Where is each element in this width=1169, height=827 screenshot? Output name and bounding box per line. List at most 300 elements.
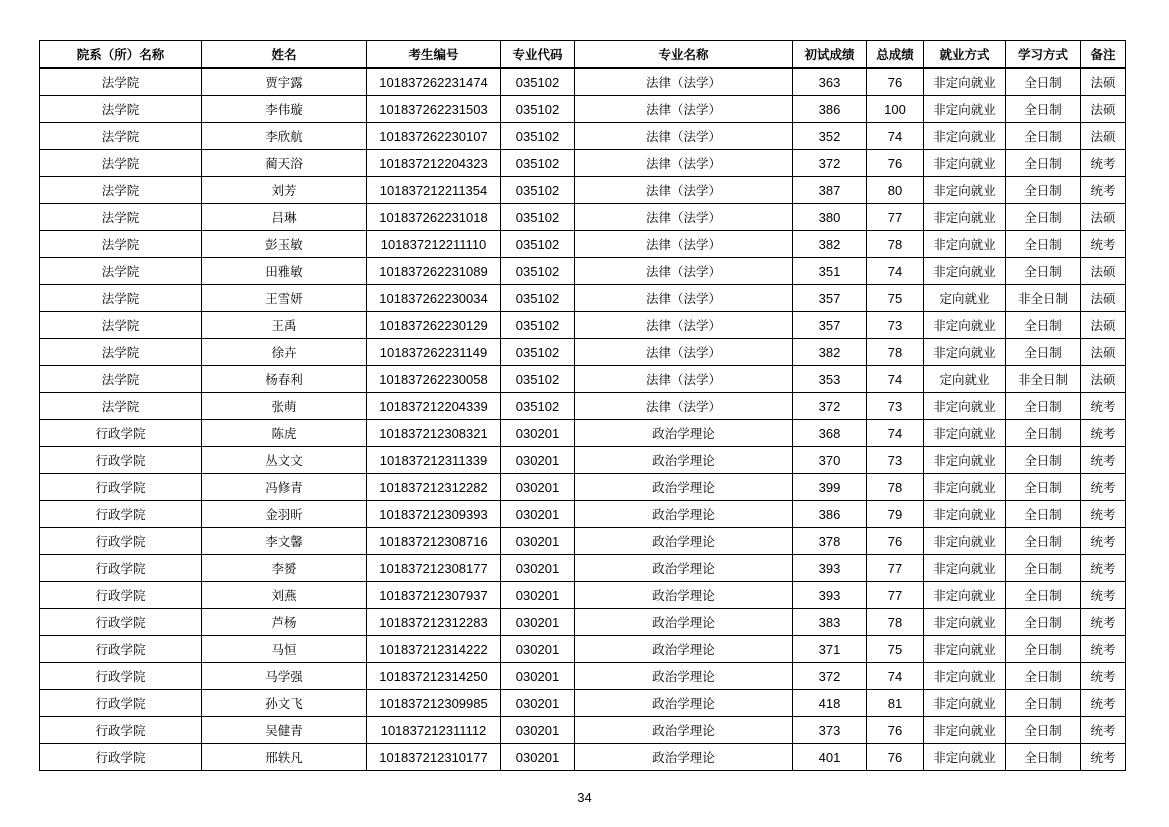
cell-remark: 统考 [1081, 231, 1126, 258]
column-header-candidate-id: 考生编号 [367, 41, 501, 69]
cell-candidate-id: 101837212308177 [367, 555, 501, 582]
cell-major-name: 法律（法学） [575, 231, 793, 258]
cell-study-mode: 全日制 [1006, 312, 1081, 339]
cell-name: 王雪妍 [202, 285, 367, 312]
cell-major-code: 030201 [501, 744, 575, 771]
cell-total-score: 78 [867, 474, 924, 501]
cell-department: 行政学院 [40, 582, 202, 609]
cell-study-mode: 全日制 [1006, 744, 1081, 771]
cell-major-name: 政治学理论 [575, 420, 793, 447]
table-row [40, 231, 1126, 258]
cell-remark: 统考 [1081, 528, 1126, 555]
cell-prelim-score: 393 [793, 555, 867, 582]
cell-prelim-score: 378 [793, 528, 867, 555]
cell-remark: 统考 [1081, 609, 1126, 636]
cell-candidate-id: 101837212307937 [367, 582, 501, 609]
cell-department: 法学院 [40, 68, 202, 96]
cell-prelim-score: 368 [793, 420, 867, 447]
cell-prelim-score: 372 [793, 150, 867, 177]
cell-candidate-id: 101837212211110 [367, 231, 501, 258]
table-row [40, 663, 1126, 690]
cell-employment-type: 非定向就业 [924, 447, 1006, 474]
table-body [40, 68, 1126, 771]
cell-remark: 法硕 [1081, 204, 1126, 231]
cell-study-mode: 全日制 [1006, 582, 1081, 609]
cell-remark: 法硕 [1081, 123, 1126, 150]
cell-employment-type: 非定向就业 [924, 528, 1006, 555]
cell-major-code: 035102 [501, 366, 575, 393]
cell-name: 邢轶凡 [202, 744, 367, 771]
cell-employment-type: 非定向就业 [924, 501, 1006, 528]
cell-major-name: 法律（法学） [575, 204, 793, 231]
cell-study-mode: 全日制 [1006, 636, 1081, 663]
cell-candidate-id: 101837212312282 [367, 474, 501, 501]
table-row [40, 366, 1126, 393]
cell-major-code: 035102 [501, 285, 575, 312]
cell-remark: 统考 [1081, 447, 1126, 474]
cell-major-code: 030201 [501, 555, 575, 582]
cell-candidate-id: 101837262231018 [367, 204, 501, 231]
cell-remark: 统考 [1081, 393, 1126, 420]
cell-total-score: 73 [867, 393, 924, 420]
cell-major-name: 政治学理论 [575, 744, 793, 771]
cell-remark: 统考 [1081, 474, 1126, 501]
cell-total-score: 80 [867, 177, 924, 204]
cell-total-score: 81 [867, 690, 924, 717]
cell-department: 行政学院 [40, 609, 202, 636]
cell-prelim-score: 353 [793, 366, 867, 393]
cell-prelim-score: 363 [793, 68, 867, 96]
cell-prelim-score: 418 [793, 690, 867, 717]
cell-name: 彭玉敏 [202, 231, 367, 258]
cell-candidate-id: 101837212308321 [367, 420, 501, 447]
cell-total-score: 74 [867, 123, 924, 150]
column-header-major-code: 专业代码 [501, 41, 575, 69]
cell-study-mode: 非全日制 [1006, 285, 1081, 312]
cell-study-mode: 全日制 [1006, 150, 1081, 177]
cell-major-code: 035102 [501, 68, 575, 96]
cell-employment-type: 非定向就业 [924, 150, 1006, 177]
cell-name: 杨春利 [202, 366, 367, 393]
cell-employment-type: 非定向就业 [924, 123, 1006, 150]
cell-department: 法学院 [40, 204, 202, 231]
cell-major-code: 030201 [501, 420, 575, 447]
column-header-prelim-score: 初试成绩 [793, 41, 867, 69]
table-row [40, 555, 1126, 582]
cell-employment-type: 定向就业 [924, 366, 1006, 393]
cell-total-score: 77 [867, 204, 924, 231]
cell-study-mode: 全日制 [1006, 447, 1081, 474]
cell-major-code: 035102 [501, 312, 575, 339]
page-number: 34 [577, 790, 592, 805]
cell-name: 贾宇露 [202, 68, 367, 96]
cell-prelim-score: 382 [793, 231, 867, 258]
cell-total-score: 74 [867, 420, 924, 447]
cell-candidate-id: 101837212204339 [367, 393, 501, 420]
cell-total-score: 73 [867, 312, 924, 339]
cell-major-code: 030201 [501, 609, 575, 636]
cell-name: 冯修青 [202, 474, 367, 501]
table-row [40, 420, 1126, 447]
cell-study-mode: 全日制 [1006, 663, 1081, 690]
cell-employment-type: 非定向就业 [924, 68, 1006, 96]
cell-candidate-id: 101837262230034 [367, 285, 501, 312]
cell-department: 法学院 [40, 258, 202, 285]
column-header-total-score: 总成绩 [867, 41, 924, 69]
table-row [40, 501, 1126, 528]
cell-study-mode: 全日制 [1006, 474, 1081, 501]
cell-major-code: 030201 [501, 447, 575, 474]
table-row [40, 690, 1126, 717]
cell-remark: 法硕 [1081, 285, 1126, 312]
cell-department: 行政学院 [40, 447, 202, 474]
cell-study-mode: 全日制 [1006, 177, 1081, 204]
cell-employment-type: 非定向就业 [924, 663, 1006, 690]
cell-total-score: 76 [867, 150, 924, 177]
cell-remark: 法硕 [1081, 96, 1126, 123]
cell-employment-type: 非定向就业 [924, 339, 1006, 366]
cell-prelim-score: 393 [793, 582, 867, 609]
column-header-department: 院系（所）名称 [40, 41, 202, 69]
cell-prelim-score: 401 [793, 744, 867, 771]
cell-study-mode: 全日制 [1006, 68, 1081, 96]
cell-department: 法学院 [40, 177, 202, 204]
cell-major-code: 035102 [501, 96, 575, 123]
cell-candidate-id: 101837262231474 [367, 68, 501, 96]
table-row [40, 68, 1126, 96]
cell-prelim-score: 386 [793, 96, 867, 123]
cell-name: 马恒 [202, 636, 367, 663]
cell-remark: 统考 [1081, 690, 1126, 717]
cell-remark: 法硕 [1081, 68, 1126, 96]
cell-major-code: 030201 [501, 663, 575, 690]
table-row [40, 204, 1126, 231]
cell-candidate-id: 101837212309393 [367, 501, 501, 528]
cell-department: 法学院 [40, 96, 202, 123]
cell-total-score: 77 [867, 555, 924, 582]
cell-candidate-id: 101837262231503 [367, 96, 501, 123]
table-row [40, 474, 1126, 501]
cell-study-mode: 全日制 [1006, 204, 1081, 231]
cell-prelim-score: 372 [793, 393, 867, 420]
cell-remark: 统考 [1081, 555, 1126, 582]
cell-remark: 统考 [1081, 744, 1126, 771]
cell-name: 孙文飞 [202, 690, 367, 717]
cell-major-name: 法律（法学） [575, 285, 793, 312]
cell-remark: 统考 [1081, 717, 1126, 744]
admission-list-table [39, 40, 1126, 771]
cell-employment-type: 非定向就业 [924, 204, 1006, 231]
cell-prelim-score: 399 [793, 474, 867, 501]
cell-study-mode: 全日制 [1006, 420, 1081, 447]
column-header-name: 姓名 [202, 41, 367, 69]
cell-name: 刘燕 [202, 582, 367, 609]
cell-name: 王禹 [202, 312, 367, 339]
cell-department: 法学院 [40, 150, 202, 177]
cell-department: 行政学院 [40, 744, 202, 771]
cell-department: 法学院 [40, 123, 202, 150]
table-row [40, 393, 1126, 420]
cell-major-code: 035102 [501, 339, 575, 366]
cell-department: 法学院 [40, 339, 202, 366]
cell-major-name: 法律（法学） [575, 68, 793, 96]
table-row [40, 636, 1126, 663]
cell-name: 吕琳 [202, 204, 367, 231]
cell-candidate-id: 101837212211354 [367, 177, 501, 204]
cell-study-mode: 全日制 [1006, 528, 1081, 555]
cell-major-code: 030201 [501, 582, 575, 609]
cell-major-code: 030201 [501, 717, 575, 744]
table-row [40, 528, 1126, 555]
cell-prelim-score: 370 [793, 447, 867, 474]
cell-total-score: 74 [867, 663, 924, 690]
cell-study-mode: 全日制 [1006, 609, 1081, 636]
cell-major-code: 030201 [501, 528, 575, 555]
table-row [40, 609, 1126, 636]
cell-department: 行政学院 [40, 474, 202, 501]
cell-candidate-id: 101837262231149 [367, 339, 501, 366]
cell-prelim-score: 387 [793, 177, 867, 204]
cell-prelim-score: 352 [793, 123, 867, 150]
cell-employment-type: 非定向就业 [924, 231, 1006, 258]
cell-study-mode: 全日制 [1006, 123, 1081, 150]
cell-study-mode: 全日制 [1006, 555, 1081, 582]
cell-department: 法学院 [40, 285, 202, 312]
cell-major-name: 法律（法学） [575, 366, 793, 393]
cell-employment-type: 非定向就业 [924, 609, 1006, 636]
cell-study-mode: 全日制 [1006, 690, 1081, 717]
cell-employment-type: 非定向就业 [924, 555, 1006, 582]
cell-major-name: 法律（法学） [575, 339, 793, 366]
cell-candidate-id: 101837212312283 [367, 609, 501, 636]
cell-prelim-score: 357 [793, 312, 867, 339]
cell-total-score: 76 [867, 744, 924, 771]
header-row [40, 41, 1126, 69]
cell-candidate-id: 101837262231089 [367, 258, 501, 285]
cell-employment-type: 非定向就业 [924, 582, 1006, 609]
column-header-remark: 备注 [1081, 41, 1126, 69]
cell-major-name: 政治学理论 [575, 501, 793, 528]
cell-candidate-id: 101837212308716 [367, 528, 501, 555]
cell-candidate-id: 101837262230129 [367, 312, 501, 339]
cell-candidate-id: 101837212311339 [367, 447, 501, 474]
cell-total-score: 74 [867, 366, 924, 393]
cell-major-code: 030201 [501, 501, 575, 528]
cell-prelim-score: 371 [793, 636, 867, 663]
cell-name: 芦杨 [202, 609, 367, 636]
cell-remark: 统考 [1081, 150, 1126, 177]
cell-total-score: 78 [867, 231, 924, 258]
cell-major-name: 政治学理论 [575, 582, 793, 609]
cell-name: 李伟璇 [202, 96, 367, 123]
cell-remark: 法硕 [1081, 366, 1126, 393]
cell-candidate-id: 101837212204323 [367, 150, 501, 177]
cell-major-name: 政治学理论 [575, 555, 793, 582]
cell-name: 金羽昕 [202, 501, 367, 528]
cell-study-mode: 全日制 [1006, 393, 1081, 420]
table-row [40, 744, 1126, 771]
cell-name: 李欣航 [202, 123, 367, 150]
cell-major-name: 法律（法学） [575, 123, 793, 150]
cell-department: 法学院 [40, 312, 202, 339]
cell-department: 法学院 [40, 393, 202, 420]
cell-study-mode: 全日制 [1006, 501, 1081, 528]
cell-remark: 统考 [1081, 177, 1126, 204]
cell-major-code: 030201 [501, 690, 575, 717]
cell-employment-type: 非定向就业 [924, 312, 1006, 339]
table-row [40, 339, 1126, 366]
cell-department: 行政学院 [40, 636, 202, 663]
cell-employment-type: 非定向就业 [924, 474, 1006, 501]
column-header-major-name: 专业名称 [575, 41, 793, 69]
cell-remark: 统考 [1081, 663, 1126, 690]
table-row [40, 123, 1126, 150]
column-header-study-mode: 学习方式 [1006, 41, 1081, 69]
cell-major-name: 政治学理论 [575, 474, 793, 501]
cell-employment-type: 非定向就业 [924, 420, 1006, 447]
cell-prelim-score: 380 [793, 204, 867, 231]
cell-major-name: 法律（法学） [575, 393, 793, 420]
cell-department: 法学院 [40, 366, 202, 393]
cell-department: 行政学院 [40, 717, 202, 744]
cell-name: 李文馨 [202, 528, 367, 555]
cell-name: 马学强 [202, 663, 367, 690]
cell-employment-type: 非定向就业 [924, 690, 1006, 717]
cell-total-score: 74 [867, 258, 924, 285]
cell-employment-type: 非定向就业 [924, 96, 1006, 123]
cell-major-name: 法律（法学） [575, 312, 793, 339]
cell-remark: 统考 [1081, 582, 1126, 609]
cell-employment-type: 非定向就业 [924, 744, 1006, 771]
cell-candidate-id: 101837262230058 [367, 366, 501, 393]
cell-remark: 统考 [1081, 501, 1126, 528]
cell-major-code: 035102 [501, 231, 575, 258]
cell-candidate-id: 101837212309985 [367, 690, 501, 717]
cell-employment-type: 非定向就业 [924, 717, 1006, 744]
cell-major-name: 法律（法学） [575, 177, 793, 204]
cell-name: 吴健青 [202, 717, 367, 744]
table-row [40, 582, 1126, 609]
cell-department: 行政学院 [40, 663, 202, 690]
cell-candidate-id: 101837212314222 [367, 636, 501, 663]
cell-employment-type: 定向就业 [924, 285, 1006, 312]
cell-department: 行政学院 [40, 690, 202, 717]
cell-department: 行政学院 [40, 501, 202, 528]
table-row [40, 717, 1126, 744]
table-row [40, 150, 1126, 177]
column-header-employment-type: 就业方式 [924, 41, 1006, 69]
cell-name: 田雅敏 [202, 258, 367, 285]
cell-major-code: 035102 [501, 393, 575, 420]
cell-major-name: 法律（法学） [575, 150, 793, 177]
cell-name: 刘芳 [202, 177, 367, 204]
cell-study-mode: 非全日制 [1006, 366, 1081, 393]
cell-remark: 法硕 [1081, 258, 1126, 285]
cell-department: 法学院 [40, 231, 202, 258]
cell-major-code: 030201 [501, 474, 575, 501]
cell-remark: 统考 [1081, 420, 1126, 447]
cell-total-score: 77 [867, 582, 924, 609]
cell-employment-type: 非定向就业 [924, 258, 1006, 285]
cell-total-score: 79 [867, 501, 924, 528]
cell-name: 丛文文 [202, 447, 367, 474]
cell-major-name: 政治学理论 [575, 528, 793, 555]
cell-total-score: 76 [867, 68, 924, 96]
cell-total-score: 78 [867, 609, 924, 636]
cell-total-score: 76 [867, 717, 924, 744]
cell-major-code: 035102 [501, 177, 575, 204]
cell-prelim-score: 382 [793, 339, 867, 366]
cell-employment-type: 非定向就业 [924, 177, 1006, 204]
cell-candidate-id: 101837262230107 [367, 123, 501, 150]
cell-major-name: 法律（法学） [575, 96, 793, 123]
cell-total-score: 100 [867, 96, 924, 123]
cell-total-score: 76 [867, 528, 924, 555]
cell-prelim-score: 373 [793, 717, 867, 744]
cell-prelim-score: 357 [793, 285, 867, 312]
cell-major-name: 法律（法学） [575, 258, 793, 285]
table-row [40, 258, 1126, 285]
cell-employment-type: 非定向就业 [924, 636, 1006, 663]
cell-candidate-id: 101837212314250 [367, 663, 501, 690]
cell-study-mode: 全日制 [1006, 339, 1081, 366]
cell-prelim-score: 383 [793, 609, 867, 636]
cell-remark: 法硕 [1081, 339, 1126, 366]
cell-department: 行政学院 [40, 420, 202, 447]
cell-major-code: 035102 [501, 123, 575, 150]
cell-remark: 统考 [1081, 636, 1126, 663]
cell-prelim-score: 351 [793, 258, 867, 285]
table-row [40, 285, 1126, 312]
cell-major-name: 政治学理论 [575, 663, 793, 690]
cell-candidate-id: 101837212310177 [367, 744, 501, 771]
cell-name: 张萌 [202, 393, 367, 420]
cell-department: 行政学院 [40, 528, 202, 555]
cell-total-score: 73 [867, 447, 924, 474]
table-header [40, 41, 1126, 69]
cell-study-mode: 全日制 [1006, 96, 1081, 123]
cell-department: 行政学院 [40, 555, 202, 582]
cell-remark: 法硕 [1081, 312, 1126, 339]
cell-total-score: 75 [867, 285, 924, 312]
cell-employment-type: 非定向就业 [924, 393, 1006, 420]
table-row [40, 177, 1126, 204]
cell-name: 蔺天浴 [202, 150, 367, 177]
table-row [40, 312, 1126, 339]
cell-name: 李赟 [202, 555, 367, 582]
cell-prelim-score: 386 [793, 501, 867, 528]
cell-study-mode: 全日制 [1006, 258, 1081, 285]
cell-major-name: 政治学理论 [575, 717, 793, 744]
cell-candidate-id: 101837212311112 [367, 717, 501, 744]
cell-name: 徐卉 [202, 339, 367, 366]
cell-study-mode: 全日制 [1006, 717, 1081, 744]
table-row [40, 447, 1126, 474]
cell-total-score: 75 [867, 636, 924, 663]
cell-major-code: 030201 [501, 636, 575, 663]
cell-study-mode: 全日制 [1006, 231, 1081, 258]
cell-total-score: 78 [867, 339, 924, 366]
cell-major-code: 035102 [501, 150, 575, 177]
cell-major-name: 政治学理论 [575, 447, 793, 474]
cell-name: 陈虎 [202, 420, 367, 447]
cell-major-name: 政治学理论 [575, 690, 793, 717]
table-row [40, 96, 1126, 123]
cell-major-name: 政治学理论 [575, 609, 793, 636]
cell-major-name: 政治学理论 [575, 636, 793, 663]
cell-prelim-score: 372 [793, 663, 867, 690]
cell-major-code: 035102 [501, 258, 575, 285]
